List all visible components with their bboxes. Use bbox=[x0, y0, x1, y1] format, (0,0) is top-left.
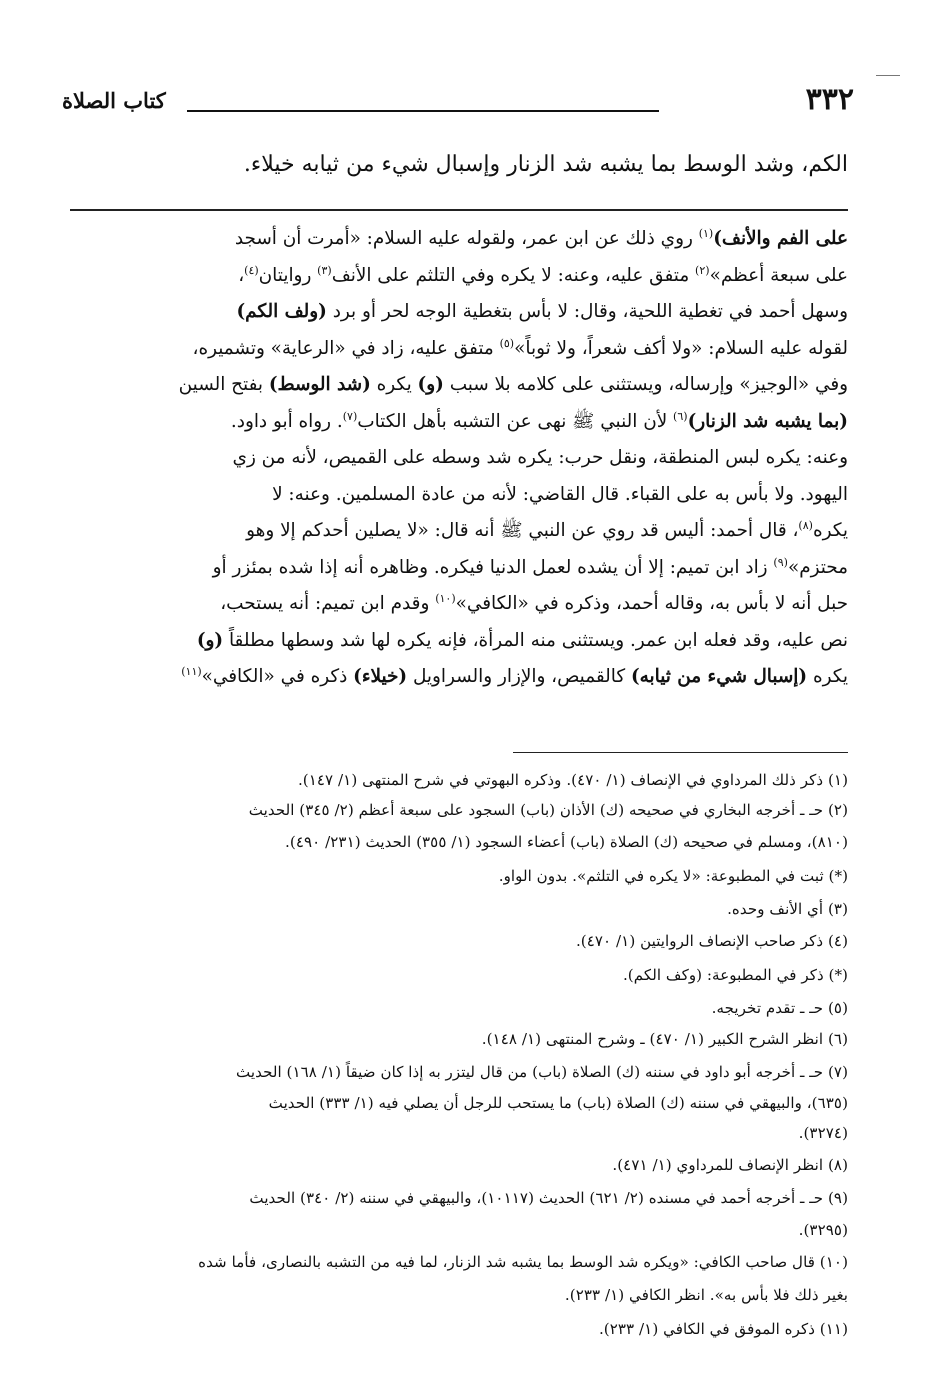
commentary-line: وسهل أحمد في تغطية اللحية، وقال: لا بأس بتغطية الوجه لحر أو برد (ولف الكم) bbox=[236, 301, 848, 322]
footnotes bbox=[70, 764, 848, 1346]
footnote-line: (٩) حـ ـ أخرجه أحمد في مسنده (٢/ ٦٢١) الحديث (١٠١١٧)، والبيهقي في سننه (٢/ ٣٤٠) الحديث bbox=[249, 1189, 848, 1207]
main-text-separator bbox=[70, 209, 848, 211]
footnote-line: (٦) انظر الشرح الكبير (١/ ٤٧٠) ـ وشرح المنتهى (١/ ١٤٨). bbox=[481, 1030, 848, 1048]
commentary-line: وفي «الوجيز» وإرساله، ويستثنى على كلامه بلا سبب (و) يكره (شد الوسط) بفتح السين bbox=[178, 374, 848, 395]
footnote-line: (٦٣٥)، والبيهقي في سننه (ك) الصلاة (باب) ما يستحب للرجل أن يصلي فيه (١/ ٣٣٣) الحديث bbox=[268, 1094, 848, 1112]
footnote-separator bbox=[513, 752, 848, 753]
commentary-line: وعنه: يكره لبس المنطقة، ونقل حرب: يكره شد وسطه على القميص، لأنه من زي bbox=[232, 447, 848, 468]
commentary bbox=[70, 221, 848, 696]
footnote-line: (*) ثبت في المطبوعة: «لا يكره في التلثم». بدون الواو. bbox=[498, 867, 848, 885]
footnote-line: (١٠) قال صاحب الكافي: «ويكره شد الوسط بما يشبه شد الزنار، لما فيه من التشبه بالنصارى، فأما شده bbox=[198, 1253, 848, 1271]
footnote-line: (٣) أي الأنف وحده. bbox=[727, 900, 848, 918]
commentary-line: محتزم»$^{(٩)}$ زاد ابن تميم: إلا أن يشده لعمل الدنيا فيكره. وظاهره أنه إذا شده بمئزر أو bbox=[212, 555, 848, 578]
header-rule bbox=[187, 110, 659, 112]
footnote-line: (٢) حـ ـ أخرجه البخاري في صحيحه (ك) الأذان (باب) السجود على سبعة أعظم (٢/ ٣٤٥) الحديث bbox=[248, 801, 848, 819]
page-number: ٣٣٢ bbox=[805, 82, 854, 117]
commentary-line: على سبعة أعظم»$^{(٢)}$ متفق عليه، وعنه: لا يكره وفي التلثم على الأنف$^{(٣)}$ روايتان$^{(٤)}$، bbox=[238, 263, 848, 286]
footnote-line: (٨١٠)، ومسلم في صحيحه (ك) الصلاة (باب) أعضاء السجود (١/ ٣٥٥) الحديث (٢٣١/ ٤٩٠). bbox=[285, 833, 848, 851]
footnote-line: (٨) انظر الإنصاف للمرداوي (١/ ٤٧١). bbox=[612, 1156, 848, 1174]
footnote-line: (٣٢٧٤). bbox=[798, 1124, 848, 1142]
margin-mark bbox=[876, 75, 900, 76]
page-header bbox=[62, 82, 854, 128]
commentary-line: (بما يشبه شد الزنار)$^{(٦)}$ لأن النبي ﷺ نهى عن التشبه بأهل الكتاب$^{(٧)}$. رواه أبو داود. bbox=[230, 409, 848, 432]
footnote-line: (١١) ذكره الموفق في الكافي (١/ ٢٣٣). bbox=[598, 1320, 848, 1338]
commentary-line: نص عليه، وقد فعله ابن عمر. ويستثنى منه المرأة، فإنه يكره لها شد وسطها مطلقاً (و) bbox=[196, 629, 848, 651]
footnote-line: (٥) حـ ـ تقدم تخريجه. bbox=[711, 999, 848, 1017]
book-title: كتاب الصلاة bbox=[62, 88, 166, 113]
footnote-line: (*) ذكر في المطبوعة: (وكف الكم). bbox=[622, 966, 848, 984]
commentary-line: يكره (إسبال شيء من ثيابه) كالقميص، والإزار والسراويل (خيلاء) ذكره في «الكافي»$^{(١١)}$ bbox=[181, 664, 848, 687]
footnote-line: (٧) حـ ـ أخرجه أبو داود في سننه (ك) الصلاة (باب) من قال ليتزر به إذا كان ضيقاً (١/ ١٦٨) الحديث bbox=[235, 1063, 848, 1081]
footnote-line: (٣٢٩٥). bbox=[798, 1221, 848, 1239]
footnote-line: بغير ذلك فلا بأس به». انظر الكافي (١/ ٢٣٣). bbox=[564, 1286, 848, 1304]
commentary-line: لقوله عليه السلام: «ولا أكف شعراً، ولا ثوباً»$^{(٥)}$ متفق عليه، زاد في «الرعاية» وتشميره، bbox=[192, 336, 848, 359]
commentary-line: حبل أنه لا بأس به، وقاله أحمد، وذكره في «الكافي»$^{(١٠)}$ وقدم ابن تميم: أنه يستحب، bbox=[220, 591, 848, 614]
commentary-line: على الفم والأنف)$^{(١)}$ روي ذلك عن ابن عمر، ولقوله عليه السلام: «أمرت أن أسجد bbox=[234, 226, 848, 249]
commentary-line: اليهود. ولا بأس به على القباء. قال القاضي: لأنه من عادة المسلمين. وعنه: لا bbox=[272, 483, 848, 505]
footnote-line: (٤) ذكر صاحب الإنصاف الروايتين (١/ ٤٧٠). bbox=[575, 932, 848, 950]
commentary-line: يكره$^{(٨)}$، قال أحمد: أليس قد روي عن النبي ﷺ أنه قال: «لا يصلين أحدكم إلا وهو bbox=[246, 518, 848, 541]
footnote-line: (١) ذكر ذلك المرداوي في الإنصاف (١/ ٤٧٠). وذكره البهوتي في شرح المنتهى (١/ ١٤٧). bbox=[297, 771, 848, 789]
main-text: الكم، وشد الوسط بما يشبه شد الزنار وإسبال شيء من ثيابه خيلاء. bbox=[243, 152, 848, 177]
